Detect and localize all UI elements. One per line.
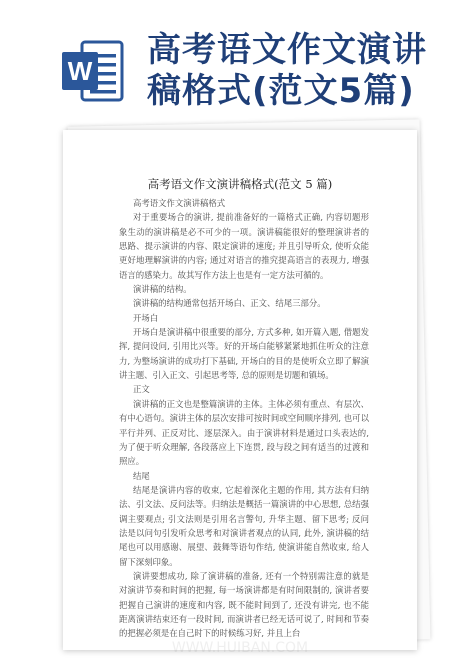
word-icon-letter: W xyxy=(67,56,93,86)
paragraph-body: 演讲稿的正文也是整篇演讲的主体。主体必须有重点、有层次、有中心语句。演讲主体的层次安排可按时间或空间顺序排列, 也可以平行并列、正反对比、逐层深入。由于演讲材料是通过口头表达的, 为了便于听众理解, 各段落应上下连贯, 段与段之间有适当的过渡和照应。 xyxy=(119,398,369,467)
watermark: WWW.HUIBAN.COM xyxy=(171,640,309,656)
paragraph-timing: 演讲要想成功, 除了演讲稿的准备, 还有一个特别需注意的就是对演讲节奏和时间的把握, 每一场演讲都是有时间限制的, 演讲者要把握自己演讲的速度和内容, 既不能时间到了, 还没有讲完, 也不能距离演讲结束还有一段时间, 而演讲者已经无话可说了, 时间和节奏的把握必须是在自己时下的时候练习好, 并且上台 xyxy=(119,570,369,639)
heading-ending: 结尾 xyxy=(133,470,150,481)
paragraph-structure: 演讲稿的结构。 xyxy=(133,284,192,295)
document-preview xyxy=(63,130,417,650)
document-body xyxy=(119,196,369,641)
document-subtitle: 高考语文作文演讲稿格式 xyxy=(133,198,226,208)
word-document-icon xyxy=(60,38,126,104)
document-title: 高考语文作文演讲稿格式(范文 5 篇) xyxy=(147,177,333,191)
paragraph-ending: 结尾是演讲内容的收束, 它起着深化主题的作用, 其方法有归纳法、引文法、反问法等。归纳法是概括一篇演讲的中心思想, 总结强调主要观点; 引文法则是引用名言警句, 升华主题、留下思考; 反问法是以问句引发听众思考和对演讲者观点的认同, 此外, 演讲稿的结尾也可以用感谢、展望、鼓舞等语句作结, 使演讲能自然收束, 给人留下深刻印象。 xyxy=(119,484,369,567)
page-title-line-2: 稿格式(范文5篇) xyxy=(147,71,415,111)
heading-opening: 开场白 xyxy=(133,312,159,323)
page-title xyxy=(147,30,467,112)
heading-body: 正文 xyxy=(133,384,150,395)
page-header xyxy=(0,0,474,120)
page-title-line-1: 高考语文作文演讲 xyxy=(147,30,427,70)
paragraph-intro: 对于重要场合的演讲, 提前准备好的一篇格式正确, 内容切题形象生动的演讲稿是必不可少的一项。演讲稿能很好的整理演讲者的思路、提示演讲的内容、限定演讲的速度; 并且引导听众, 使听众能更好地理解演讲的内容; 通过对语言的推究提高语言的表现力, 增强语言的感染力。故其写作方法上也是有一定方法可循的。 xyxy=(119,212,369,280)
paragraph-opening: 开场白是演讲稿中很重要的部分, 方式多种, 如开篇入题, 借题发挥, 提问设问, 引用比兴等。好的开场白能够紧紧地抓住听众的注意力, 为整场演讲的成功打下基础, 开场白的目的是使听众立即了解演讲主题、引入正文、引起思考等, 总的原则是切题和镇场。 xyxy=(119,327,369,381)
paragraph-structure-parts: 演讲稿的结构通常包括开场白、正文、结尾三部分。 xyxy=(133,298,326,309)
